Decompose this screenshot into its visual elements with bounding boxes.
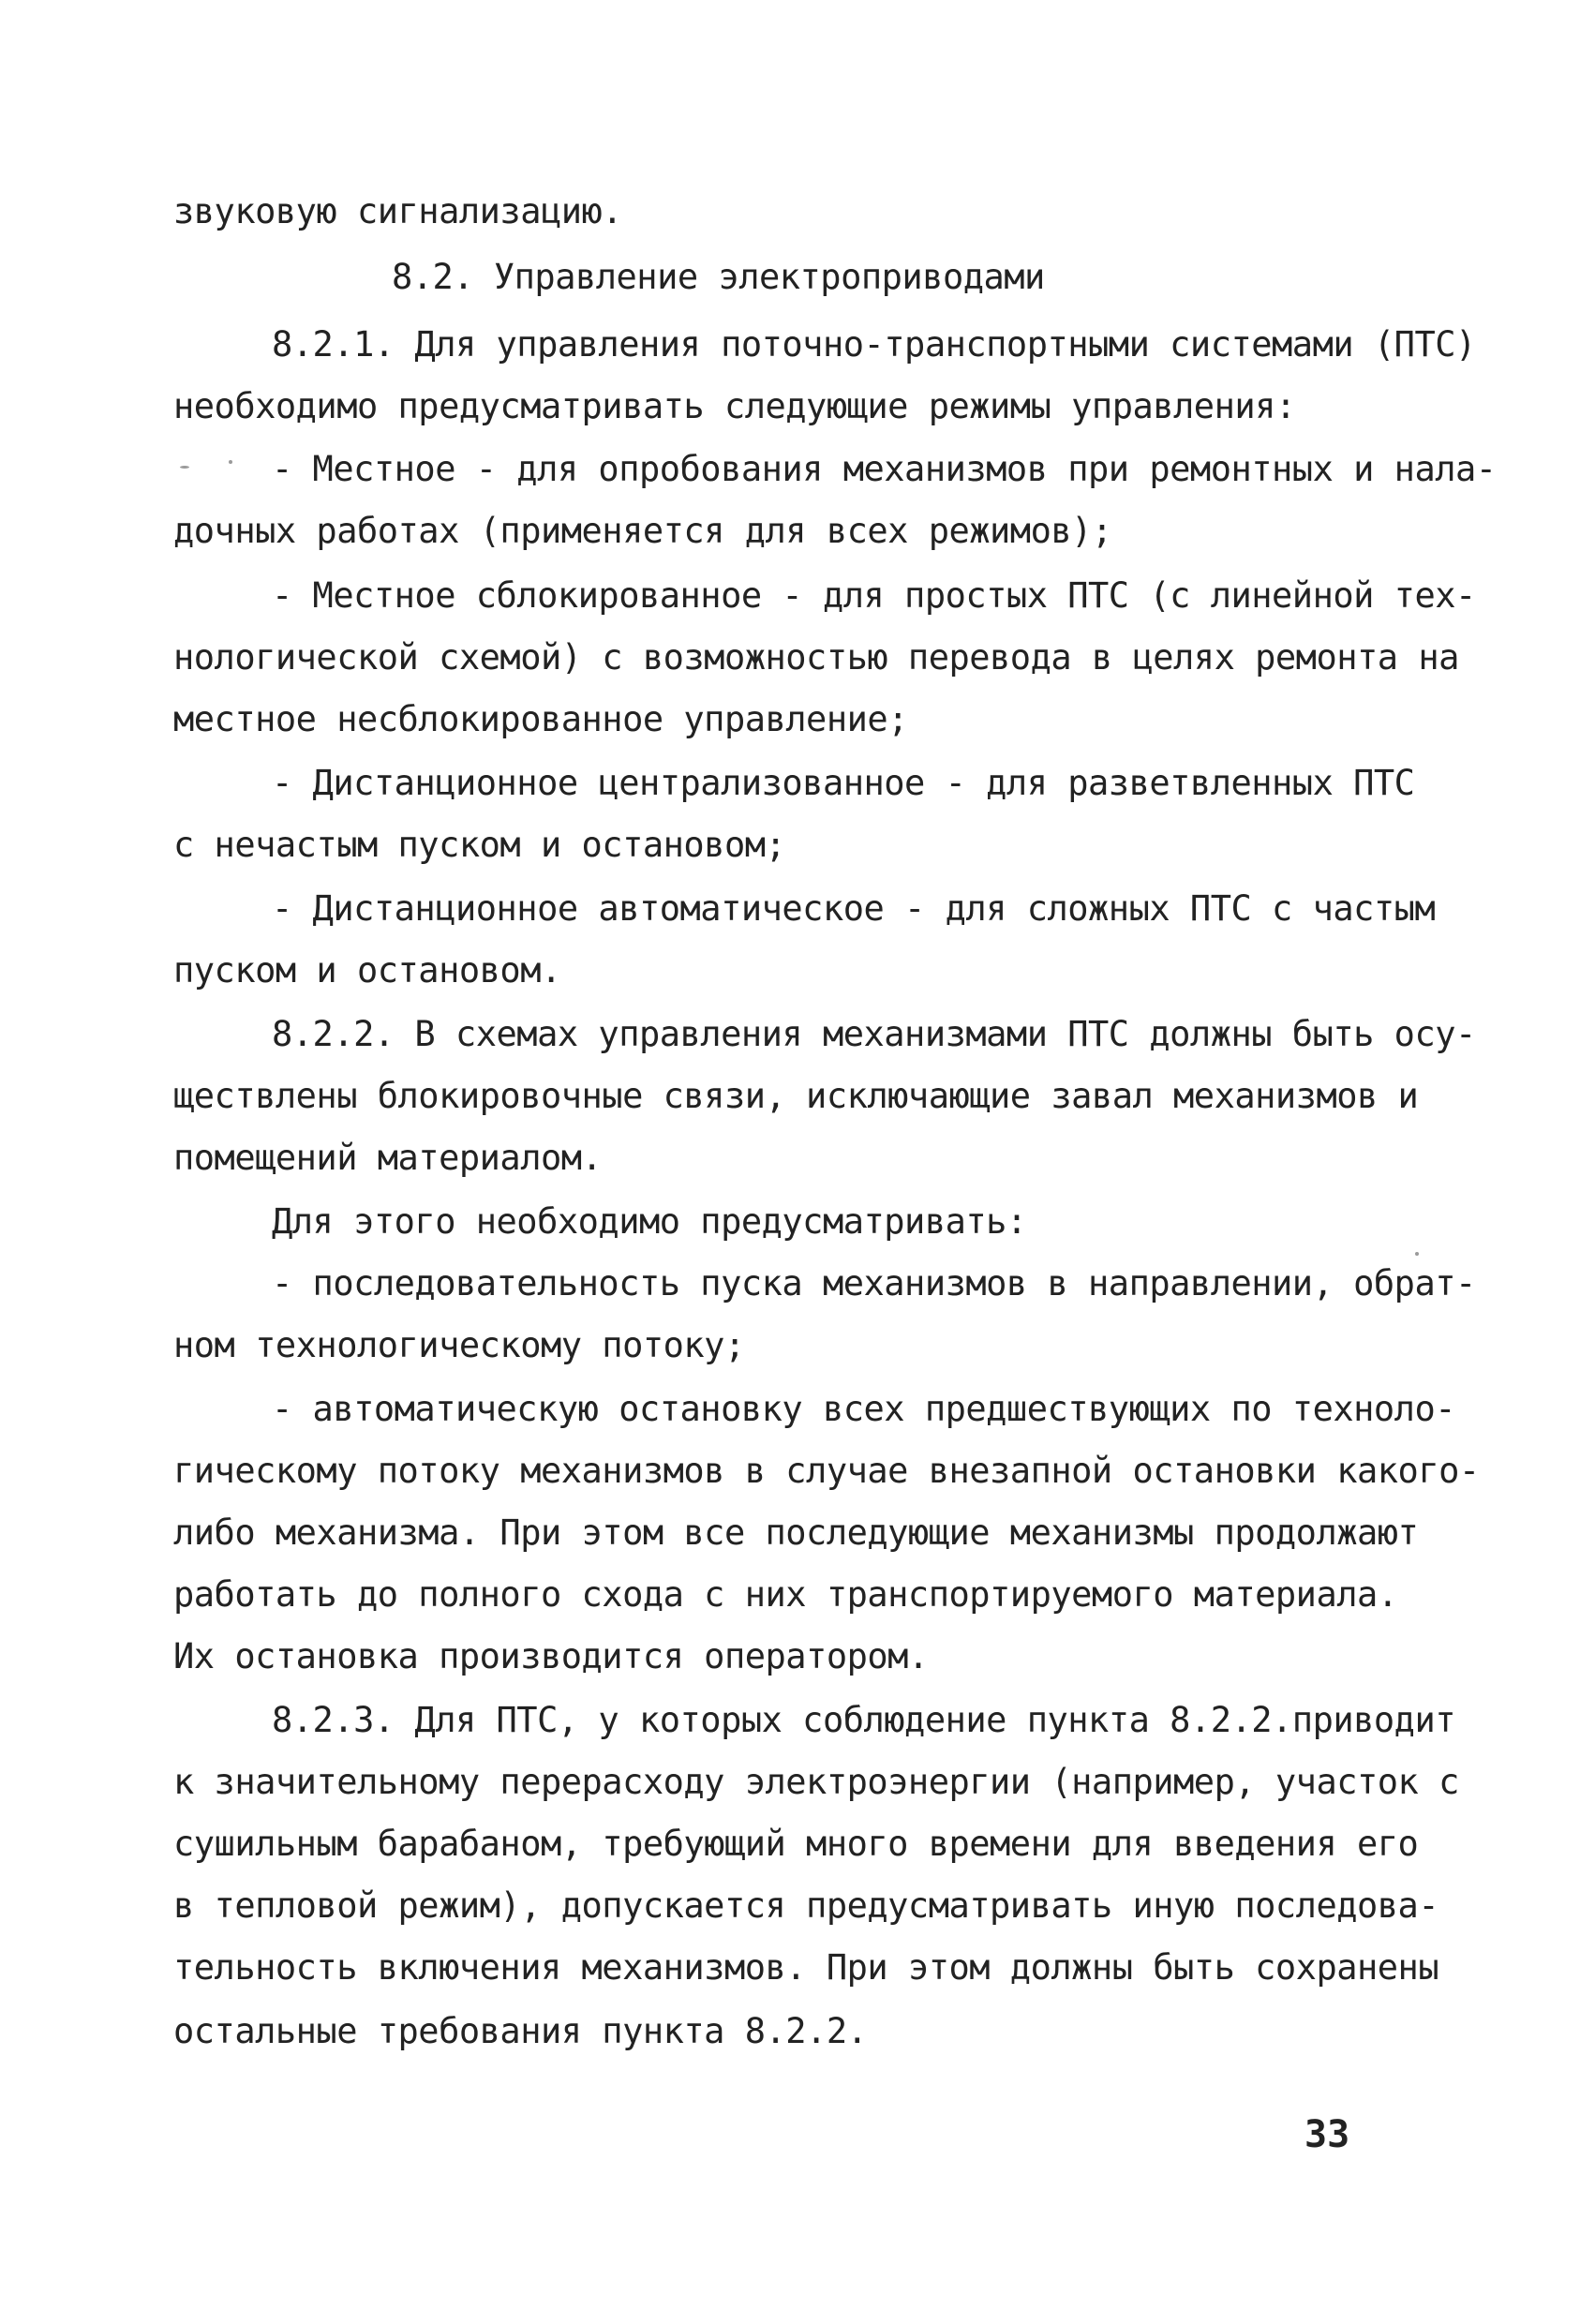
paragraph-start-8-2-2: 8.2.2. В схемах управления механизмами ПТС должны быть осу- bbox=[272, 1014, 1476, 1054]
text-line: местное несблокированное управление; bbox=[173, 699, 908, 739]
text-line: гическому потоку механизмов в случае внезапной остановки какого- bbox=[173, 1451, 1480, 1491]
list-item-start-sequence: - последовательность пуска механизмов в направлении, обрат- bbox=[272, 1263, 1476, 1304]
paragraph-start-8-2-3: 8.2.3. Для ПТС, у которых соблюдение пункта 8.2.2.приводит bbox=[272, 1700, 1456, 1740]
page-number: 33 bbox=[1304, 2113, 1350, 2156]
text-line: помещений материалом. bbox=[173, 1138, 603, 1178]
list-item-local: - Местное - для опробования механизмов при ремонтных и нала- bbox=[272, 449, 1497, 489]
text-line: ном технологическому потоку; bbox=[173, 1325, 745, 1365]
paragraph-start-8-2-1: 8.2.1. Для управления поточно-транспортными системами (ПТС) bbox=[272, 324, 1476, 365]
text-line: нологической схемой) с возможностью перевода в целях ремонта на bbox=[173, 637, 1459, 678]
text-line: к значительному перерасходу электроэнергии (например, участок с bbox=[173, 1762, 1459, 1802]
text-line: сушильным барабаном, требующий много времени для введения его bbox=[173, 1824, 1419, 1864]
paragraph-start: Для этого необходимо предусматривать: bbox=[272, 1201, 1027, 1242]
text-line: остальные требования пункта 8.2.2. bbox=[173, 2011, 868, 2051]
scan-speck bbox=[180, 466, 189, 469]
text-line: Их остановка производится оператором. bbox=[173, 1636, 929, 1676]
text-line: дочных работах (применяется для всех режимов); bbox=[173, 511, 1112, 551]
list-item-remote-centralized: - Дистанционное централизованное - для разветвленных ПТС bbox=[272, 763, 1415, 803]
text-line: звуковую сигнализацию. bbox=[173, 191, 623, 231]
text-line: с нечастым пуском и остановом; bbox=[173, 825, 786, 865]
text-line: ществлены блокировочные связи, исключающие завал механизмов и bbox=[173, 1076, 1419, 1116]
scan-speck bbox=[229, 460, 232, 464]
text-line: в тепловой режим), допускается предусматривать иную последова- bbox=[173, 1885, 1439, 1926]
scan-speck bbox=[1415, 1252, 1419, 1256]
list-item-local-blocked: - Местное сблокированное - для простых ПТС (с линейной тех- bbox=[272, 575, 1476, 616]
text-line: необходимо предусматривать следующие режимы управления: bbox=[173, 386, 1296, 426]
text-line: пуском и остановом. bbox=[173, 950, 561, 991]
text-line: либо механизма. При этом все последующие механизмы продолжают bbox=[173, 1512, 1419, 1553]
text-line: тельность включения механизмов. При этом должны быть сохранены bbox=[173, 1947, 1439, 1988]
list-item-remote-automatic: - Дистанционное автоматическое - для сложных ПТС с частым bbox=[272, 888, 1436, 929]
list-item-automatic-stop: - автоматическую остановку всех предшествующих по техноло- bbox=[272, 1389, 1456, 1429]
text-line: работать до полного схода с них транспортируемого материала. bbox=[173, 1574, 1398, 1615]
section-heading: 8.2. Управление электроприводами bbox=[392, 257, 1045, 297]
